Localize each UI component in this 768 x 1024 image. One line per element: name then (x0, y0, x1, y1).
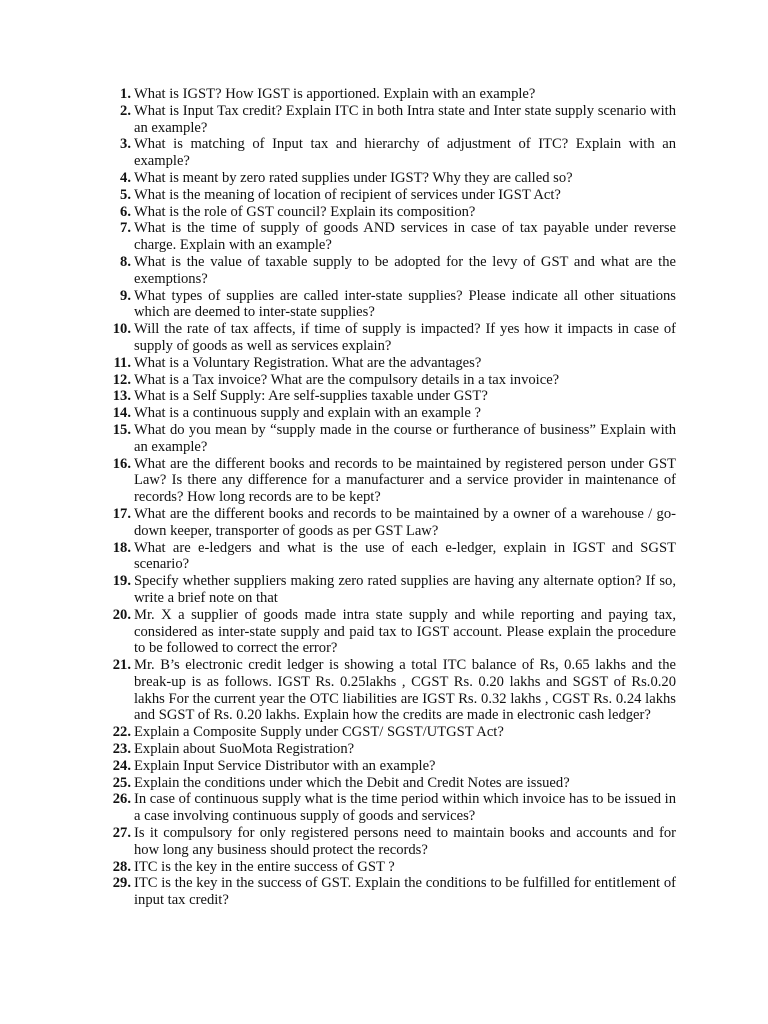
question-number: 15. (112, 421, 131, 438)
question-text: What is a Voluntary Registration. What are the advantages? (134, 354, 482, 371)
question-item (102, 372, 676, 389)
question-item (102, 254, 676, 288)
question-number: 5. (120, 186, 131, 203)
question-item (102, 540, 676, 574)
question-text: Specify whether suppliers making zero rated supplies are having any alternate option? If so, write a brief note on that (134, 573, 676, 606)
question-number: 7. (120, 220, 131, 237)
question-item (102, 741, 676, 758)
question-item (102, 187, 676, 204)
question-number: 19. (112, 573, 131, 590)
question-number: 12. (112, 371, 131, 388)
question-number: 24. (112, 757, 131, 774)
question-item (102, 607, 676, 657)
question-text: What is meant by zero rated supplies under IGST? Why they are called so? (134, 169, 573, 186)
question-number: 29. (112, 875, 131, 892)
question-number: 20. (112, 606, 131, 623)
question-number: 16. (112, 455, 131, 472)
question-item (102, 456, 676, 506)
question-item (102, 791, 676, 825)
question-number: 6. (120, 203, 131, 220)
question-list (102, 86, 676, 909)
question-number: 18. (112, 539, 131, 556)
question-text: ITC is the key in the entire success of GST ? (134, 858, 395, 875)
question-item (102, 422, 676, 456)
question-item (102, 220, 676, 254)
question-item (102, 355, 676, 372)
question-item (102, 86, 676, 103)
question-number: 11. (113, 354, 131, 371)
question-item (102, 657, 676, 724)
question-number: 4. (120, 169, 131, 186)
question-number: 9. (120, 287, 131, 304)
question-text: What are e-ledgers and what is the use of each e-ledger, explain in IGST and SGST scenario? (134, 539, 676, 573)
question-text: What is Input Tax credit? Explain ITC in both Intra state and Inter state supply scenario with an example? (134, 102, 676, 136)
question-number: 14. (112, 405, 131, 422)
question-item (102, 506, 676, 540)
question-text: What are the different books and records to be maintained by registered person under GST Law? Is there any difference for a manufacturer and a service provider in maintenance of records? How long records are to be kept? (134, 455, 676, 506)
question-item (102, 775, 676, 792)
question-number: 28. (112, 858, 131, 875)
question-item (102, 288, 676, 322)
question-text: What do you mean by “supply made in the course or furtherance of business” Explain with an example? (134, 421, 676, 455)
question-text: What is the time of supply of goods AND services in case of tax payable under reverse charge. Explain with an example? (134, 220, 676, 254)
question-item (102, 170, 676, 187)
question-number: 3. (120, 136, 131, 153)
question-text: ITC is the key in the success of GST. Explain the conditions to be fulfilled for entitlement of input tax credit? (134, 875, 676, 909)
question-item (102, 859, 676, 876)
question-text: Explain a Composite Supply under CGST/ SGST/UTGST Act? (134, 724, 504, 741)
question-item (102, 724, 676, 741)
question-text: Explain the conditions under which the Debit and Credit Notes are issued? (134, 774, 570, 791)
question-text: What is matching of Input tax and hierarchy of adjustment of ITC? Explain with an example? (134, 136, 676, 170)
question-text: What is a continuous supply and explain with an example ? (134, 405, 481, 422)
question-text: Will the rate of tax affects, if time of supply is impacted? If yes how it impacts in case of supply of goods as well as services explain? (134, 321, 676, 354)
question-item (102, 875, 676, 909)
question-text: What is a Self Supply: Are self-supplies taxable under GST? (134, 388, 488, 405)
question-text: What types of supplies are called inter-state supplies? Please indicate all other situations which are deemed to inter-state supplies? (134, 287, 676, 321)
question-text: What is the value of taxable supply to be adopted for the levy of GST and what are the exemptions? (134, 253, 676, 287)
question-text: What are the different books and records to be maintained by a owner of a warehouse / go-down keeper, transporter of goods as per GST Law? (134, 505, 676, 539)
question-number: 13. (112, 388, 131, 405)
question-item (102, 573, 676, 607)
question-text: What is the role of GST council? Explain its composition? (134, 203, 476, 220)
question-number: 23. (112, 741, 131, 758)
question-text: Mr. X a supplier of goods made intra state supply and while reporting and paying tax, considered as inter-state supply and paid tax to IGST account. Please explain the procedure to be followed to correct the error? (134, 606, 676, 657)
question-item (102, 825, 676, 859)
question-item (102, 204, 676, 221)
question-number: 2. (120, 102, 131, 119)
question-text: Is it compulsory for only registered persons need to maintain books and accounts and for how long any business should protect the records? (134, 825, 676, 858)
question-number: 17. (112, 505, 131, 522)
question-item (102, 321, 676, 355)
question-item (102, 758, 676, 775)
question-number: 10. (112, 321, 131, 338)
question-text: What is the meaning of location of recipient of services under IGST Act? (134, 186, 561, 203)
question-text: Mr. B’s electronic credit ledger is showing a total ITC balance of Rs, 0.65 lakhs and the break-up is as follows. IGST Rs. 0.25lakhs , CGST Rs. 0.20 lakhs and SGST of Rs.0.20 lakhs For the current year the OTC liabilities are IGST Rs. 0.32 lakhs , CGST Rs. 0.24 lakhs and SGST of Rs. 0.20 lakhs. Explain how the credits are made in electronic cash ledger? (134, 657, 676, 724)
question-text: What is IGST? How IGST is apportioned. Explain with an example? (134, 86, 536, 102)
question-item (102, 136, 676, 170)
question-item (102, 103, 676, 137)
question-item (102, 405, 676, 422)
question-number: 26. (112, 791, 131, 808)
question-text: Explain Input Service Distributor with an example? (134, 757, 436, 774)
question-number: 1. (120, 86, 131, 102)
question-number: 22. (112, 724, 131, 741)
question-text: Explain about SuoMota Registration? (134, 741, 355, 758)
question-item (102, 388, 676, 405)
question-text: What is a Tax invoice? What are the compulsory details in a tax invoice? (134, 371, 560, 388)
question-number: 25. (112, 774, 131, 791)
question-text: In case of continuous supply what is the time period within which invoice has to be issued in a case involving continuous supply of goods and services? (134, 791, 676, 825)
question-number: 27. (112, 825, 131, 842)
question-number: 21. (112, 657, 131, 674)
question-number: 8. (120, 253, 131, 270)
